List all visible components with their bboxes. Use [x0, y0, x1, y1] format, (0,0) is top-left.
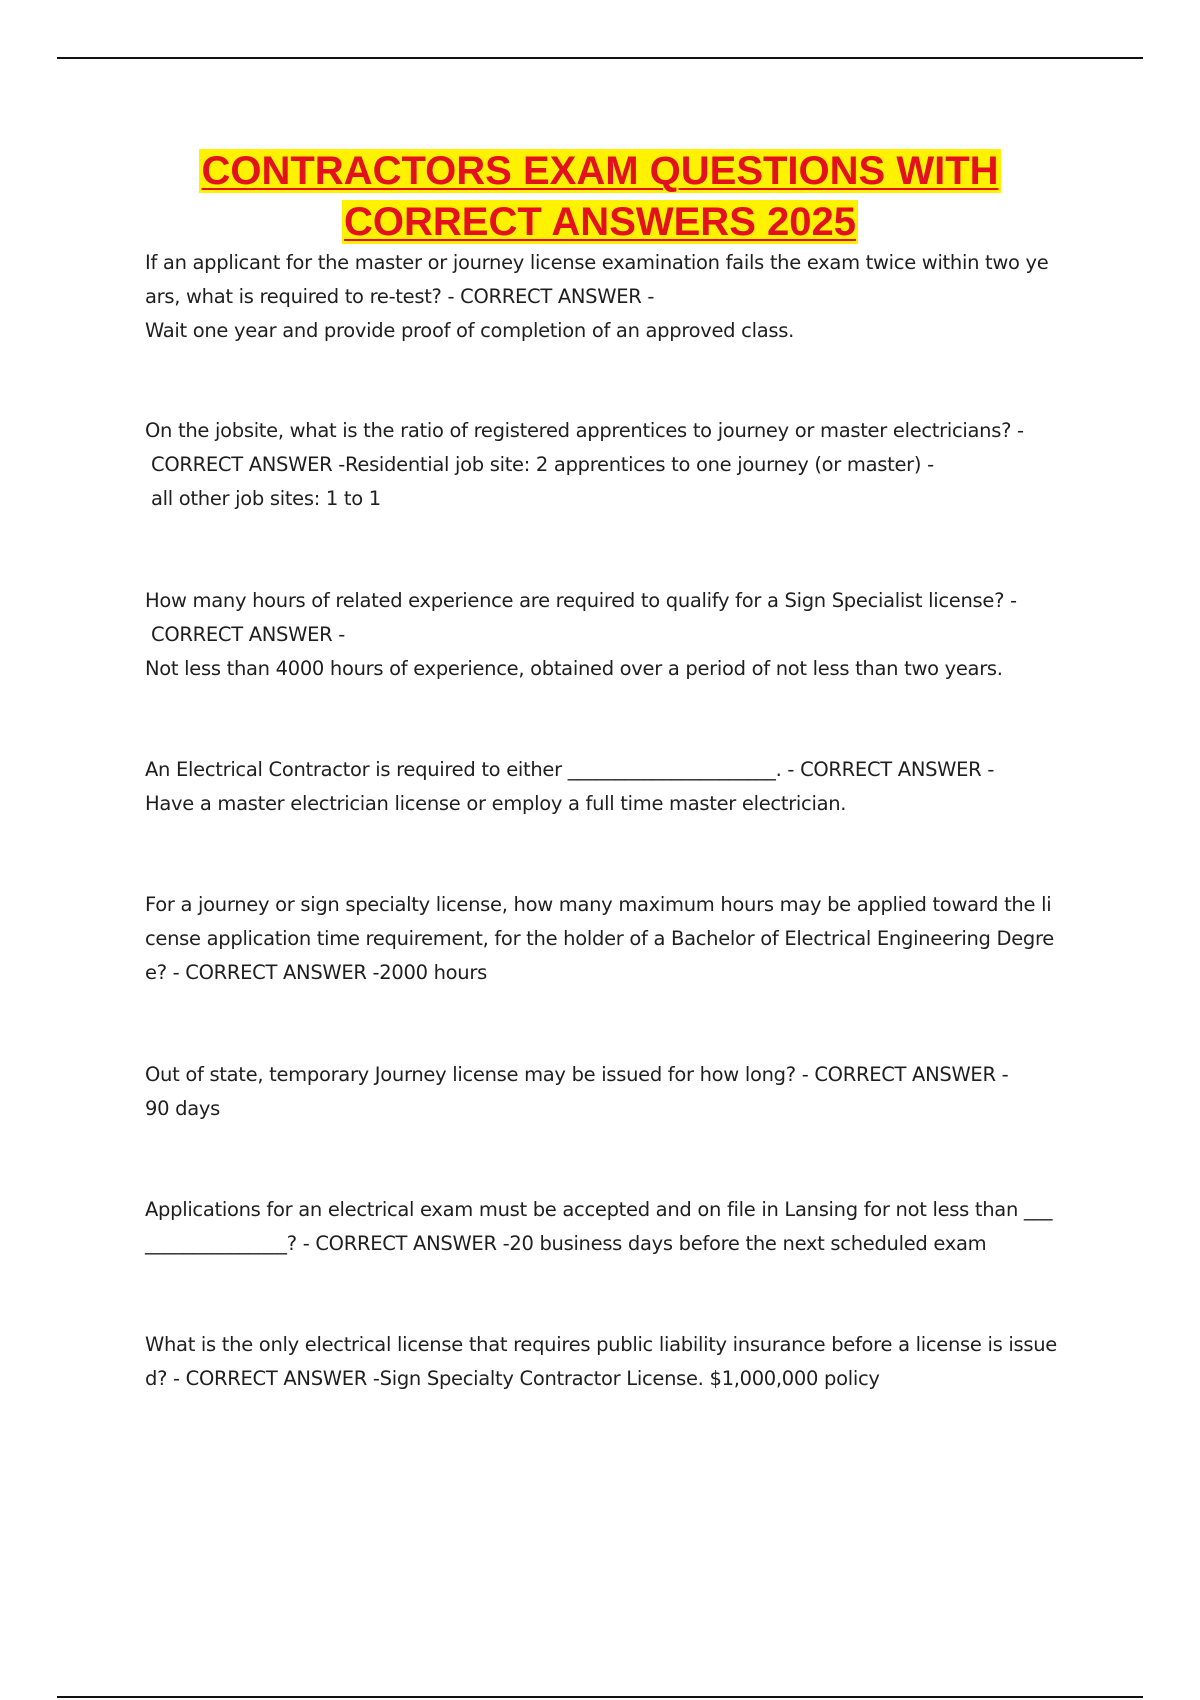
- question-text: How many hours of related experience are required to qualify for a Sign Specialist license? -: [145, 589, 1017, 612]
- document-title: [100, 146, 1100, 248]
- answer-text: _______________? - CORRECT ANSWER -20 business days before the next scheduled exam: [145, 1232, 987, 1255]
- title-line-2: CORRECT ANSWERS 2025: [344, 200, 856, 244]
- answer-text: Have a master electrician license or employ a full time master electrician.: [145, 792, 847, 815]
- question-text: Out of state, temporary Journey license may be issued for how long? - CORRECT ANSWER -: [145, 1063, 1009, 1086]
- answer-text: d? - CORRECT ANSWER -Sign Specialty Contractor License. $1,000,000 policy: [145, 1367, 880, 1390]
- qa-item-3: [145, 584, 1090, 686]
- question-text: What is the only electrical license that requires public liability insurance before a license is issue: [145, 1333, 1057, 1356]
- bottom-rule: [57, 1696, 1143, 1698]
- answer-text: Not less than 4000 hours of experience, obtained over a period of not less than two years.: [145, 657, 1003, 680]
- question-text: On the jobsite, what is the ratio of registered apprentices to journey or master electricians? -: [145, 419, 1024, 442]
- answer-text: CORRECT ANSWER -Residential job site: 2 apprentices to one journey (or master) -: [151, 453, 934, 476]
- title-line-1: CONTRACTORS EXAM QUESTIONS WITH: [201, 149, 999, 193]
- answer-text: Wait one year and provide proof of completion of an approved class.: [145, 319, 794, 342]
- answer-text: all other job sites: 1 to 1: [151, 487, 381, 510]
- question-text: ars, what is required to re-test? - CORRECT ANSWER -: [145, 285, 655, 308]
- top-rule: [57, 57, 1143, 59]
- question-text: If an applicant for the master or journey license examination fails the exam twice within two ye: [145, 251, 1049, 274]
- qa-item-8: [145, 1328, 1090, 1396]
- answer-text: e? - CORRECT ANSWER -2000 hours: [145, 961, 487, 984]
- question-text: cense application time requirement, for the holder of a Bachelor of Electrical Engineering Degre: [145, 927, 1054, 950]
- answer-label: CORRECT ANSWER -: [151, 623, 345, 646]
- qa-item-7: [145, 1193, 1090, 1261]
- qa-item-6: [145, 1058, 1090, 1126]
- qa-item-1: [145, 246, 1090, 348]
- question-text: Applications for an electrical exam must be accepted and on file in Lansing for not less than ___: [145, 1198, 1053, 1221]
- answer-text: 90 days: [145, 1097, 220, 1120]
- question-text: An Electrical Contractor is required to either ______________________. - CORRECT ANSWER -: [145, 758, 995, 781]
- qa-item-2: [145, 414, 1090, 516]
- question-text: For a journey or sign specialty license, how many maximum hours may be applied toward the li: [145, 893, 1052, 916]
- qa-item-4: [145, 753, 1090, 821]
- qa-item-5: [145, 888, 1090, 990]
